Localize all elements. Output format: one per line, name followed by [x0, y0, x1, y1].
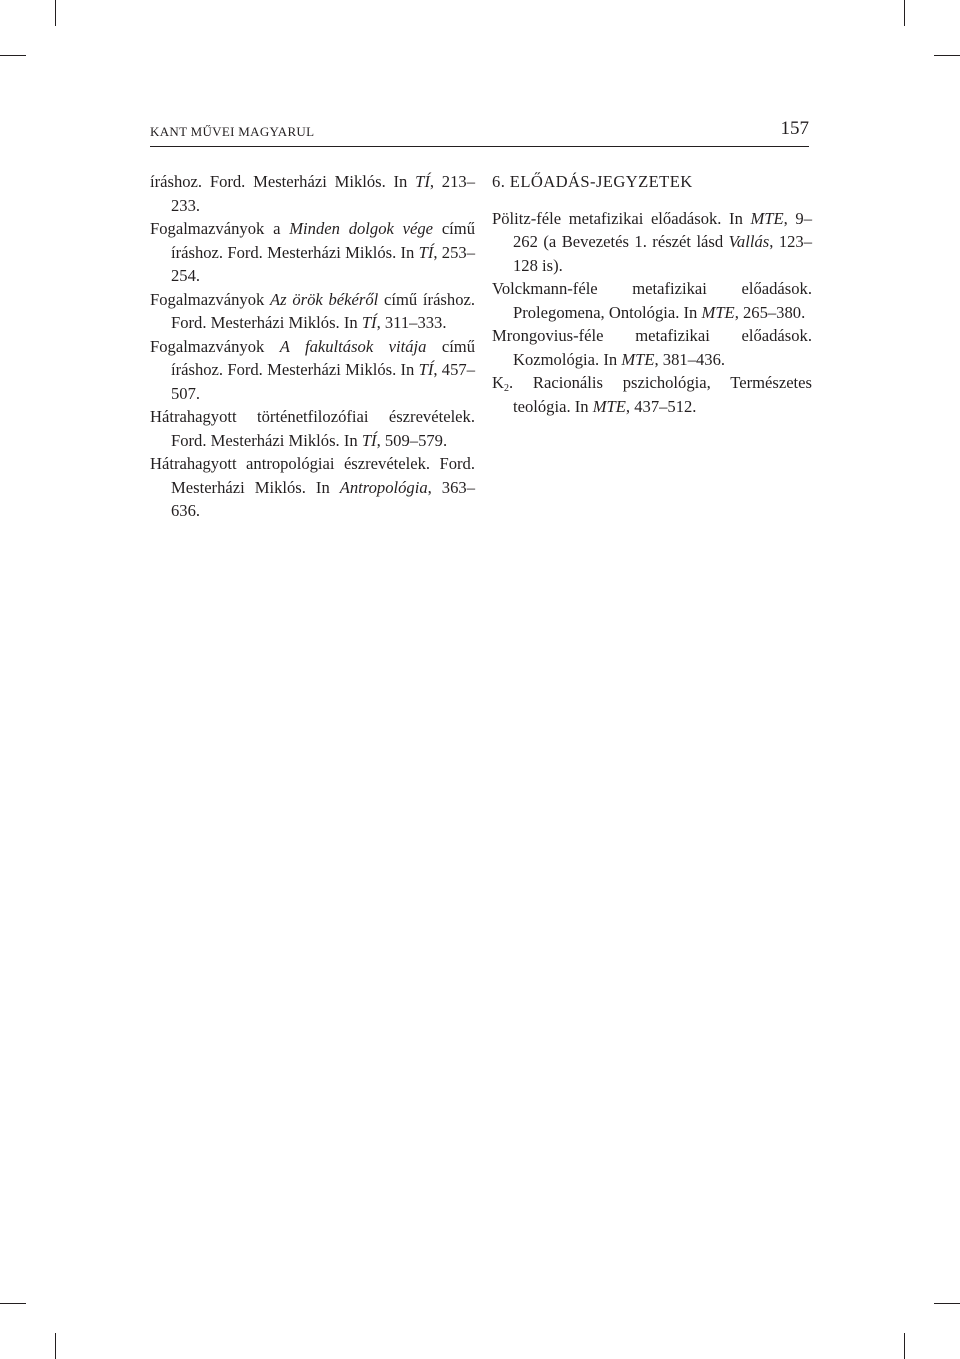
entry-source: TÍ — [361, 313, 377, 332]
entry-text: . Racionális pszichológia, Természetes teológia. In — [508, 373, 812, 416]
bibliography-entry — [492, 207, 812, 278]
bibliography-entry — [492, 277, 812, 324]
entry-source: TÍ — [418, 360, 434, 379]
bibliography-entry — [150, 170, 475, 217]
crop-mark — [904, 0, 905, 26]
entry-text: című íráshoz. Ford. Mesterházi Miklós. In — [171, 219, 475, 262]
entry-pages: , 381–436. — [654, 349, 726, 369]
entry-source: MTE — [701, 302, 735, 322]
bibliography-entry — [492, 324, 812, 371]
entry-text: íráshoz. Ford. Mesterházi Miklós. In — [150, 172, 416, 191]
crop-mark — [0, 55, 26, 56]
left-column — [150, 170, 475, 523]
bibliography-entry — [150, 217, 475, 288]
crop-mark — [934, 55, 960, 56]
crop-mark — [934, 1303, 960, 1304]
entry-pages: , 509–579. — [376, 430, 448, 450]
crop-mark — [55, 1333, 56, 1359]
entry-text: Fogalmazványok a — [150, 219, 290, 238]
entry-pages: , 437–512. — [625, 396, 697, 416]
entry-text: Fogalmazványok — [150, 336, 280, 356]
entry-pages: , 457–507. — [171, 360, 475, 403]
entry-work-title: Az örök békéről — [270, 289, 379, 309]
entry-source: TÍ — [361, 430, 377, 450]
entry-source: MTE — [750, 208, 784, 228]
bibliography-entry — [150, 452, 475, 523]
header-rule — [150, 146, 809, 147]
entry-text: Mrongovius-féle metafizikai előadások. Kozmológia. In — [492, 326, 812, 369]
running-title: KANT MŰVEI MAGYARUL — [150, 124, 315, 139]
entry-text: , 9–262 (a Bevezetés 1. részét lásd — [513, 208, 812, 251]
entry-source: Antropológia — [339, 477, 428, 497]
entry-source: TÍ — [415, 172, 430, 191]
entry-text: című íráshoz. Ford. Mesterházi Miklós. In — [171, 336, 476, 379]
entry-pages: , 253–254. — [171, 242, 475, 285]
entry-source: TÍ — [418, 242, 434, 262]
entry-text: Volckmann-féle metafizikai előadások. Prolegomena, Ontológia. In — [492, 279, 812, 322]
section-heading: 6. ELŐADÁS-JEGYZETEK — [492, 172, 693, 191]
crop-mark — [0, 1303, 26, 1304]
entry-text: K — [492, 373, 504, 392]
entry-pages: , 363–636. — [171, 477, 475, 520]
entry-source: MTE — [592, 396, 626, 416]
entry-pages: , 213–233. — [171, 172, 475, 215]
entry-text: Hátrahagyott antropológiai észrevételek. Ford. Mesterházi Miklós. In — [150, 454, 475, 497]
entry-work-title: A fakultások vitája — [279, 336, 427, 356]
entry-source: Vallás — [728, 232, 770, 251]
entry-subscript: 2 — [503, 383, 509, 394]
crop-mark — [904, 1333, 905, 1359]
entry-text: Hátrahagyott történetfilozófiai észrevételek. Ford. Mesterházi Miklós. In — [150, 407, 475, 450]
entry-pages: , 311–333. — [376, 313, 447, 332]
entry-pages: , 265–380. — [734, 302, 806, 322]
right-column — [492, 170, 812, 418]
bibliography-entry — [150, 335, 475, 406]
page-number: 157 — [780, 118, 809, 139]
entry-text: című íráshoz. Ford. Mesterházi Miklós. In — [171, 289, 475, 332]
crop-mark — [55, 0, 56, 26]
entry-text: Fogalmazványok — [150, 289, 271, 309]
bibliography-entry — [150, 288, 475, 335]
entry-text: Pölitz-féle metafizikai előadások. In — [492, 208, 751, 228]
entry-source: MTE — [621, 349, 655, 369]
bibliography-entry — [150, 405, 475, 452]
entry-pages: , 123–128 is). — [513, 232, 813, 275]
bibliography-entry — [492, 371, 812, 418]
entry-work-title: Minden dolgok vége — [289, 219, 434, 238]
